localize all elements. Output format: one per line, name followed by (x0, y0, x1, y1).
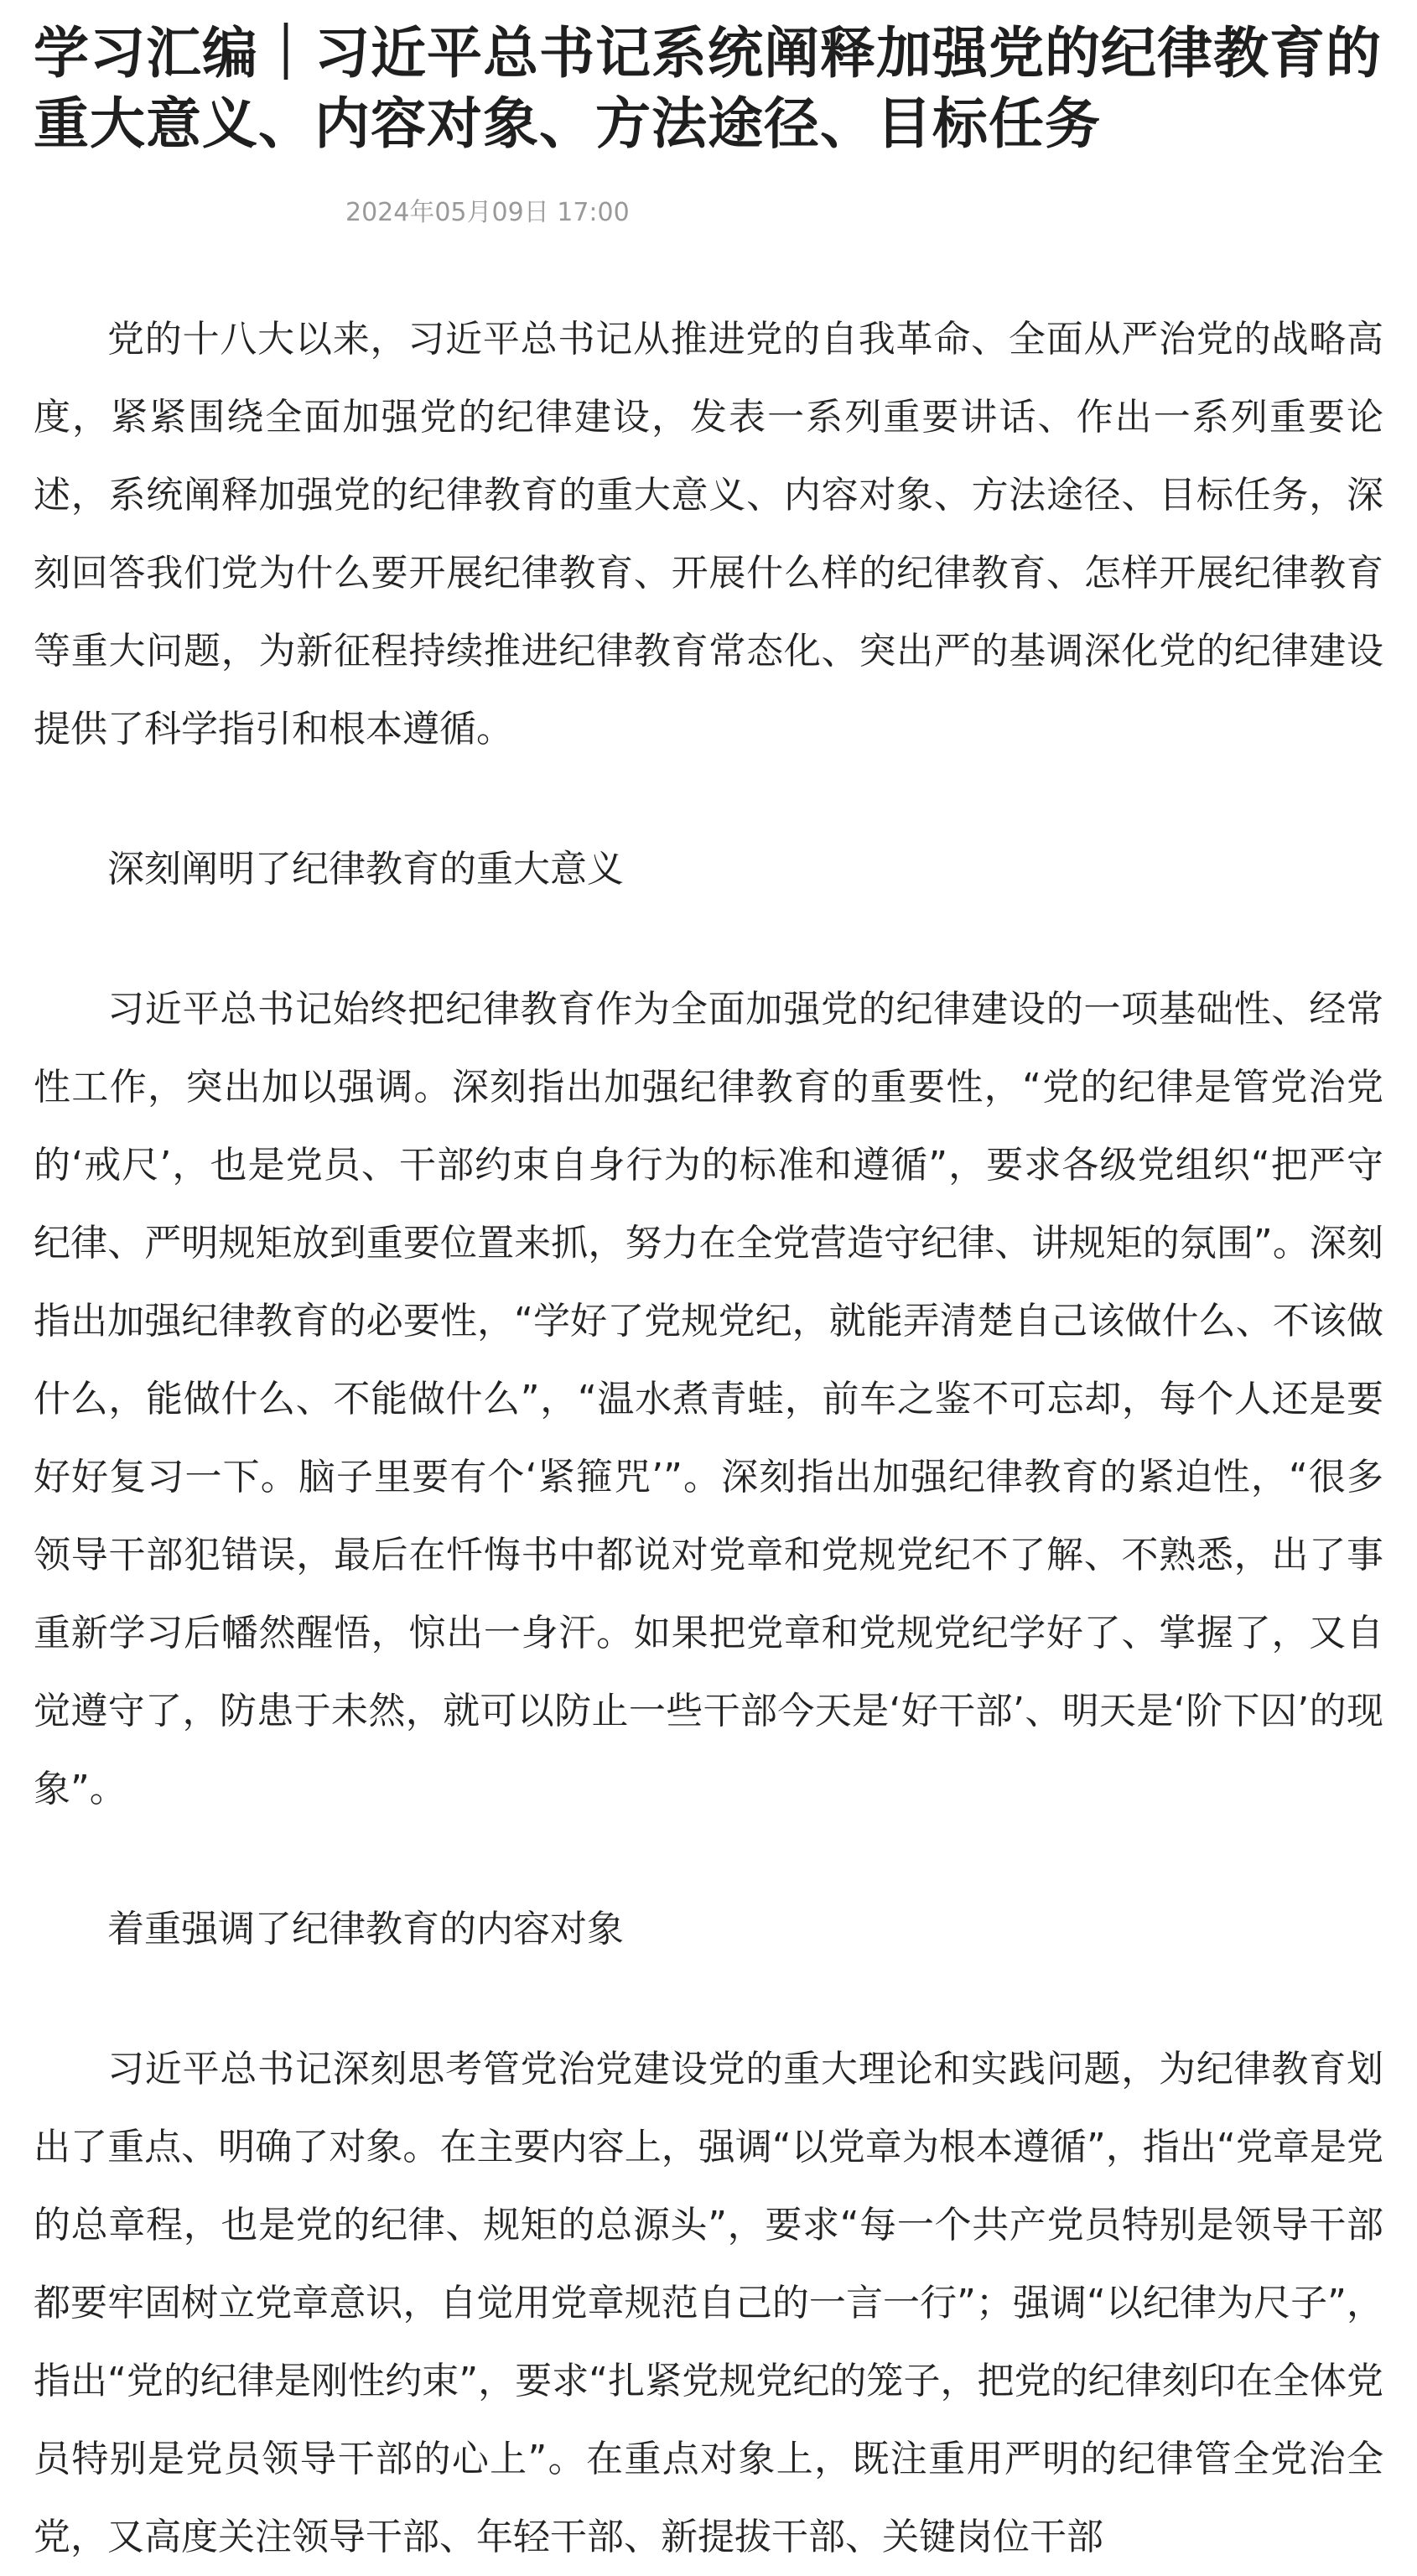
article-paragraph: 习近平总书记深刻思考管党治党建设党的重大理论和实践问题，为纪律教育划出了重点、明确了对象。在主要内容上，强调“以党章为根本遵循”，指出“党章是党的总章程，也是党的纪律、规矩的总源头”，要求“每一个共产党员特别是领导干部都要牢固树立党章意识，自觉用党章规范自己的一言一行”；强调“以纪律为尺子”，指出“党的纪律是刚性约束”，要求“扎紧党规党纪的笼子，把党的纪律刻印在全体党员特别是党员领导干部的心上”。在重点对象上，既注重用严明的纪律管全党治全党，又高度关注领导干部、年轻干部、新提拔干部、关键岗位干部 (34, 2048, 1383, 2558)
section-heading: 深刻阐明了纪律教育的重大意义 (107, 848, 624, 891)
publish-datetime: 2024年05月09日 17:00 (345, 198, 630, 227)
section-heading: 着重强调了纪律教育的内容对象 (107, 1908, 624, 1950)
article-paragraph: 习近平总书记始终把纪律教育作为全面加强党的纪律建设的一项基础性、经常性工作，突出加以强调。深刻指出加强纪律教育的重要性，“党的纪律是管党治党的‘戒尺’，也是党员、干部约束自身行为的标准和遵循”，要求各级党组织“把严守纪律、严明规矩放到重要位置来抓，努力在全党营造守纪律、讲规矩的氛围”。深刻指出加强纪律教育的必要性，“学好了党规党纪，就能弄清楚自己该做什么、不该做什么，能做什么、不能做什么”，“温水煮青蛙，前车之鉴不可忘却，每个人还是要好好复习一下。脑子里要有个‘紧箍咒’”。深刻指出加强纪律教育的紧迫性，“很多领导干部犯错误，最后在忏悔书中都说对党章和党规党纪不了解、不熟悉，出了事重新学习后幡然醒悟，惊出一身汗。如果把党章和党规党纪学好了、掌握了，又自觉遵守了，防患于未然，就可以防止一些干部今天是‘好干部’、明天是‘阶下囚’的现象”。 (34, 988, 1383, 1810)
article-paragraph: 党的十八大以来，习近平总书记从推进党的自我革命、全面从严治党的战略高度，紧紧围绕全面加强党的纪律建设，发表一系列重要讲话、作出一系列重要论述，系统阐释加强党的纪律教育的重大意义、内容对象、方法途径、目标任务，深刻回答我们党为什么要开展纪律教育、开展什么样的纪律教育、怎样开展纪律教育等重大问题，为新征程持续推进纪律教育常态化、突出严的基调深化党的纪律建设提供了科学指引和根本遵循。 (34, 318, 1383, 750)
article-title: 学习汇编｜习近平总书记系统阐释加强党的纪律教育的重大意义、内容对象、方法途径、目标任务 (34, 21, 1382, 156)
